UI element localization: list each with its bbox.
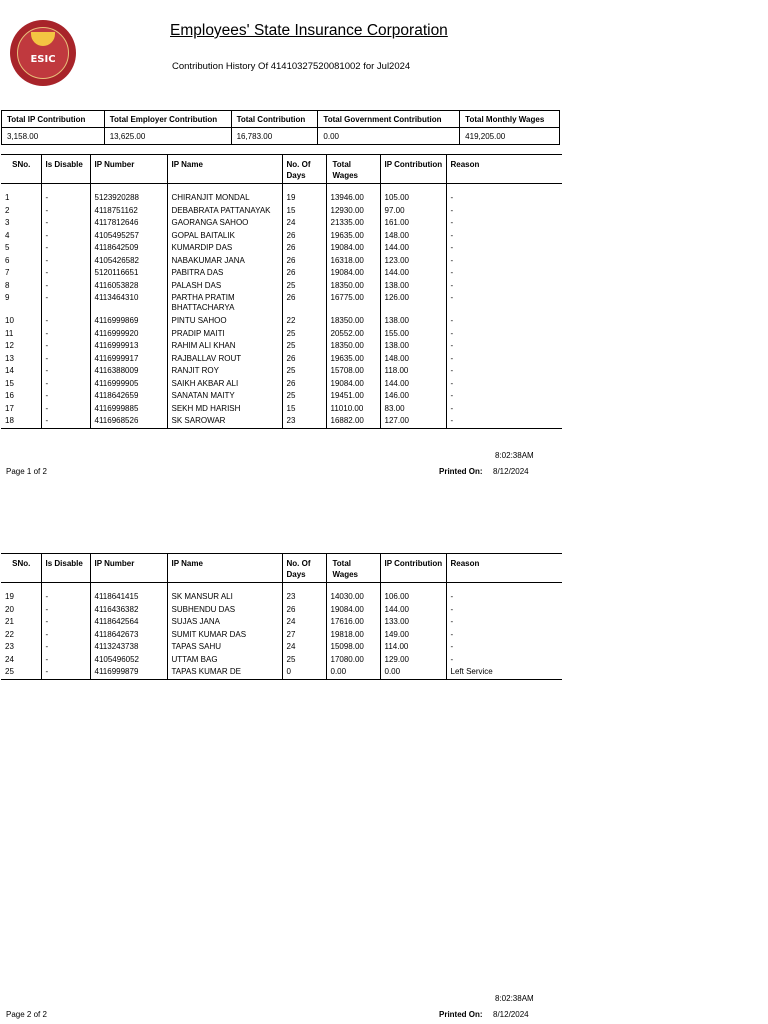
table-row bbox=[1, 315, 562, 328]
cell-days: 26 bbox=[282, 242, 326, 255]
cell-contrib: 149.00 bbox=[380, 629, 446, 642]
cell-dis: - bbox=[41, 591, 90, 604]
cell-ipn: 4105495257 bbox=[90, 230, 167, 243]
cell-name: SK MANSUR ALI bbox=[167, 591, 282, 604]
cell-reason: - bbox=[446, 230, 562, 243]
cell-dis: - bbox=[41, 340, 90, 353]
spacer-cell bbox=[446, 583, 562, 592]
cell-name: GOPAL BAITALIK bbox=[167, 230, 282, 243]
cell-days: 24 bbox=[282, 217, 326, 230]
cell-dis: - bbox=[41, 292, 90, 315]
cell-dis: - bbox=[41, 604, 90, 617]
cell-wages: 19635.00 bbox=[326, 230, 380, 243]
cell-reason: - bbox=[446, 378, 562, 391]
cell-ipn: 5120116651 bbox=[90, 267, 167, 280]
cell-name: SK SAROWAR bbox=[167, 415, 282, 428]
cell-reason: - bbox=[446, 654, 562, 667]
cell-wages: 17616.00 bbox=[326, 616, 380, 629]
column-header: SNo. bbox=[1, 554, 41, 583]
cell-days: 22 bbox=[282, 315, 326, 328]
cell-reason: - bbox=[446, 616, 562, 629]
cell-contrib: 144.00 bbox=[380, 378, 446, 391]
cell-days: 25 bbox=[282, 340, 326, 353]
cell-sno: 20 bbox=[5, 604, 14, 614]
cell-sno: 22 bbox=[5, 629, 14, 639]
cell-wages: 19084.00 bbox=[326, 242, 380, 255]
cell-sno: 1 bbox=[5, 193, 10, 202]
summary-value: 0.00 bbox=[318, 128, 460, 145]
cell-contrib: 0.00 bbox=[380, 666, 446, 679]
cell-dis: - bbox=[41, 192, 90, 205]
cell-dis: - bbox=[41, 353, 90, 366]
cell-dis: - bbox=[41, 230, 90, 243]
cell-reason: - bbox=[446, 242, 562, 255]
cell-wages: 0.00 bbox=[326, 666, 380, 679]
table-header-row bbox=[1, 554, 562, 583]
cell-ipn: 4116999917 bbox=[90, 353, 167, 366]
page-label-2: Page 2 of 2 bbox=[6, 1010, 47, 1019]
column-header: IP Contribution bbox=[380, 155, 446, 184]
table-row bbox=[1, 292, 562, 315]
cell-reason: Left Service bbox=[446, 666, 562, 679]
column-header: IP Contribution bbox=[380, 554, 446, 583]
cell-sno: 7 bbox=[5, 268, 10, 277]
cell-dis: - bbox=[41, 403, 90, 416]
cell-dis: - bbox=[41, 654, 90, 667]
cell-dis: - bbox=[41, 365, 90, 378]
cell-ipn: 4116999913 bbox=[90, 340, 167, 353]
cell-name: PRADIP MAITI bbox=[167, 328, 282, 341]
summary-value: 13,625.00 bbox=[104, 128, 231, 145]
table-row bbox=[1, 328, 562, 341]
table-header-row bbox=[1, 155, 562, 184]
cell-days: 25 bbox=[282, 390, 326, 403]
cell-sno: 13 bbox=[5, 353, 14, 363]
column-header: IP Number bbox=[90, 155, 167, 184]
cell-wages: 14030.00 bbox=[326, 591, 380, 604]
cell-dis: - bbox=[41, 255, 90, 268]
summary-header: Total Contribution bbox=[231, 111, 318, 128]
cell-ipn: 4118642509 bbox=[90, 242, 167, 255]
table-row bbox=[1, 365, 562, 378]
cell-ipn: 4118751162 bbox=[90, 205, 167, 218]
cell-days: 15 bbox=[282, 205, 326, 218]
printed-on-label-2: Printed On: bbox=[439, 1010, 483, 1019]
cell-dis: - bbox=[41, 328, 90, 341]
cell-name: RAHIM ALI KHAN bbox=[167, 340, 282, 353]
cell-ipn: 4113464310 bbox=[90, 292, 167, 315]
table-row bbox=[1, 390, 562, 403]
cell-reason: - bbox=[446, 629, 562, 642]
cell-sno: 15 bbox=[5, 378, 14, 388]
table-row bbox=[1, 267, 562, 280]
cell-days: 26 bbox=[282, 604, 326, 617]
spacer-cell bbox=[90, 184, 167, 193]
cell-contrib: 144.00 bbox=[380, 604, 446, 617]
spacer-cell bbox=[167, 184, 282, 193]
cell-days: 27 bbox=[282, 629, 326, 642]
table-body bbox=[1, 583, 562, 680]
cell-name: PINTU SAHOO bbox=[167, 315, 282, 328]
cell-name: GAORANGA SAHOO bbox=[167, 217, 282, 230]
cell-ipn: 4117812646 bbox=[90, 217, 167, 230]
cell-contrib: 161.00 bbox=[380, 217, 446, 230]
cell-ipn: 4118642673 bbox=[90, 629, 167, 642]
cell-ipn: 4105426582 bbox=[90, 255, 167, 268]
column-header: IP Name bbox=[167, 554, 282, 583]
cell-contrib: 83.00 bbox=[380, 403, 446, 416]
cell-contrib: 138.00 bbox=[380, 280, 446, 293]
cell-reason: - bbox=[446, 280, 562, 293]
cell-dis: - bbox=[41, 415, 90, 428]
cell-days: 26 bbox=[282, 292, 326, 315]
table-row bbox=[1, 353, 562, 366]
cell-name: SEKH MD HARISH bbox=[167, 403, 282, 416]
cell-dis: - bbox=[41, 242, 90, 255]
column-header: Reason bbox=[446, 554, 562, 583]
cell-days: 26 bbox=[282, 230, 326, 243]
cell-contrib: 138.00 bbox=[380, 340, 446, 353]
cell-dis: - bbox=[41, 205, 90, 218]
cell-contrib: 146.00 bbox=[380, 390, 446, 403]
column-header: Total Wages bbox=[326, 554, 380, 583]
cell-name: TAPAS KUMAR DE bbox=[167, 666, 282, 679]
table-row bbox=[1, 403, 562, 416]
cell-name: PALASH DAS bbox=[167, 280, 282, 293]
cell-sno: 18 bbox=[1, 415, 41, 428]
table-row bbox=[1, 641, 562, 654]
table-row bbox=[1, 280, 562, 293]
cell-sno: 6 bbox=[5, 255, 10, 265]
column-header: SNo. bbox=[1, 155, 41, 184]
cell-contrib: 114.00 bbox=[380, 641, 446, 654]
cell-wages: 13946.00 bbox=[326, 192, 380, 205]
cell-sno: 17 bbox=[5, 403, 14, 413]
cell-days: 19 bbox=[282, 192, 326, 205]
contribution-table-page2 bbox=[1, 553, 562, 680]
summary-header: Total Government Contribution bbox=[318, 111, 460, 128]
cell-name: SAIKH AKBAR ALI bbox=[167, 378, 282, 391]
cell-reason: - bbox=[446, 328, 562, 341]
cell-ipn: 4116999869 bbox=[90, 315, 167, 328]
spacer-cell bbox=[41, 184, 90, 193]
cell-dis: - bbox=[41, 378, 90, 391]
cell-days: 26 bbox=[282, 378, 326, 391]
cell-sno: 24 bbox=[5, 654, 14, 664]
cell-wages: 19084.00 bbox=[326, 378, 380, 391]
cell-sno: 8 bbox=[5, 280, 10, 290]
cell-ipn: 4118642564 bbox=[90, 616, 167, 629]
table-row bbox=[1, 205, 562, 218]
cell-ipn: 4116388009 bbox=[90, 365, 167, 378]
cell-reason: - bbox=[446, 591, 562, 604]
table-row bbox=[1, 378, 562, 391]
cell-reason: - bbox=[446, 315, 562, 328]
org-title: Employees' State Insurance Corporation bbox=[170, 22, 448, 39]
cell-name: PABITRA DAS bbox=[167, 267, 282, 280]
cell-reason: - bbox=[446, 267, 562, 280]
cell-wages: 16775.00 bbox=[326, 292, 380, 315]
column-header: Is Disable bbox=[41, 554, 90, 583]
spacer-cell bbox=[380, 583, 446, 592]
summary-header-row bbox=[2, 111, 560, 128]
cell-name: DEBABRATA PATTANAYAK bbox=[167, 205, 282, 218]
cell-wages: 15708.00 bbox=[326, 365, 380, 378]
cell-sno: 5 bbox=[5, 243, 10, 252]
spacer-cell bbox=[167, 583, 282, 592]
cell-ipn: 4116968526 bbox=[90, 415, 167, 428]
cell-contrib: 138.00 bbox=[380, 315, 446, 328]
summary-header: Total IP Contribution bbox=[2, 111, 105, 128]
table-row bbox=[1, 242, 562, 255]
column-header: No. Of Days bbox=[282, 554, 326, 583]
cell-wages: 12930.00 bbox=[326, 205, 380, 218]
cell-name: TAPAS SAHU bbox=[167, 641, 282, 654]
cell-reason: - bbox=[446, 205, 562, 218]
cell-contrib: 148.00 bbox=[380, 353, 446, 366]
column-header: Is Disable bbox=[41, 155, 90, 184]
spacer-cell bbox=[446, 184, 562, 193]
table-row bbox=[1, 230, 562, 243]
cell-contrib: 118.00 bbox=[380, 365, 446, 378]
spacer-cell bbox=[326, 184, 380, 193]
cell-wages: 18350.00 bbox=[326, 340, 380, 353]
cell-sno: 2 bbox=[5, 205, 10, 215]
cell-days: 24 bbox=[282, 616, 326, 629]
summary-value-row bbox=[2, 128, 560, 145]
table-row bbox=[1, 604, 562, 617]
cell-reason: - bbox=[446, 641, 562, 654]
cell-wages: 18350.00 bbox=[326, 280, 380, 293]
cell-sno: 4 bbox=[5, 230, 10, 240]
cell-ipn: 4116999885 bbox=[90, 403, 167, 416]
cell-reason: - bbox=[446, 217, 562, 230]
cell-name: RAJBALLAV ROUT bbox=[167, 353, 282, 366]
spacer-cell bbox=[282, 184, 326, 193]
cell-ipn: 4116999879 bbox=[90, 666, 167, 679]
cell-days: 23 bbox=[282, 415, 326, 428]
cell-wages: 19818.00 bbox=[326, 629, 380, 642]
spacer-cell bbox=[326, 583, 380, 592]
cell-name: PARTHA PRATIM BHATTACHARYA bbox=[167, 292, 282, 315]
table-body bbox=[1, 184, 562, 429]
printed-on-date-1: 8/12/2024 bbox=[493, 467, 529, 476]
cell-ipn: 4116436382 bbox=[90, 604, 167, 617]
cell-contrib: 129.00 bbox=[380, 654, 446, 667]
cell-reason: - bbox=[446, 192, 562, 205]
cell-wages: 21335.00 bbox=[326, 217, 380, 230]
cell-sno: 25 bbox=[1, 666, 41, 679]
cell-dis: - bbox=[41, 267, 90, 280]
cell-wages: 16882.00 bbox=[326, 415, 380, 428]
cell-ipn: 5123920288 bbox=[90, 192, 167, 205]
cell-name: SUBHENDU DAS bbox=[167, 604, 282, 617]
cell-reason: - bbox=[446, 403, 562, 416]
cell-dis: - bbox=[41, 217, 90, 230]
cell-contrib: 123.00 bbox=[380, 255, 446, 268]
cell-dis: - bbox=[41, 616, 90, 629]
cell-name: SUMIT KUMAR DAS bbox=[167, 629, 282, 642]
cell-days: 24 bbox=[282, 641, 326, 654]
table-row bbox=[1, 616, 562, 629]
spacer-cell bbox=[1, 184, 41, 193]
table-row bbox=[1, 666, 562, 679]
cell-name: SANATAN MAITY bbox=[167, 390, 282, 403]
cell-ipn: 4105496052 bbox=[90, 654, 167, 667]
cell-days: 25 bbox=[282, 654, 326, 667]
table-row bbox=[1, 629, 562, 642]
cell-days: 15 bbox=[282, 403, 326, 416]
spacer-row bbox=[1, 184, 562, 193]
cell-name: RANJIT ROY bbox=[167, 365, 282, 378]
summary-header: Total Employer Contribution bbox=[104, 111, 231, 128]
cell-days: 26 bbox=[282, 353, 326, 366]
cell-reason: - bbox=[446, 604, 562, 617]
cell-sno: 10 bbox=[5, 316, 14, 325]
cell-name: CHIRANJIT MONDAL bbox=[167, 192, 282, 205]
cell-sno: 21 bbox=[5, 617, 14, 626]
cell-ipn: 4118641415 bbox=[90, 591, 167, 604]
cell-reason: - bbox=[446, 353, 562, 366]
cell-wages: 19635.00 bbox=[326, 353, 380, 366]
summary-value: 16,783.00 bbox=[231, 128, 318, 145]
cell-contrib: 155.00 bbox=[380, 328, 446, 341]
cell-reason: - bbox=[446, 415, 562, 428]
cell-name: UTTAM BAG bbox=[167, 654, 282, 667]
cell-reason: - bbox=[446, 292, 562, 315]
cell-sno: 14 bbox=[5, 366, 14, 375]
spacer-row bbox=[1, 583, 562, 592]
cell-ipn: 4113243738 bbox=[90, 641, 167, 654]
cell-wages: 15098.00 bbox=[326, 641, 380, 654]
cell-reason: - bbox=[446, 340, 562, 353]
column-header: IP Name bbox=[167, 155, 282, 184]
table-row bbox=[1, 217, 562, 230]
print-time-2: 8:02:38AM bbox=[495, 994, 534, 1003]
logo-text: ESIC bbox=[30, 54, 56, 65]
cell-sno: 9 bbox=[5, 293, 10, 302]
cell-sno: 19 bbox=[5, 592, 14, 601]
printed-on-label-1: Printed On: bbox=[439, 467, 483, 476]
table-row bbox=[1, 255, 562, 268]
table-row bbox=[1, 340, 562, 353]
cell-contrib: 126.00 bbox=[380, 292, 446, 315]
cell-name: SUJAS JANA bbox=[167, 616, 282, 629]
column-header: Total Wages bbox=[326, 155, 380, 184]
spacer-cell bbox=[1, 583, 41, 592]
cell-wages: 18350.00 bbox=[326, 315, 380, 328]
spacer-cell bbox=[380, 184, 446, 193]
summary-table bbox=[1, 110, 560, 145]
cell-wages: 11010.00 bbox=[326, 403, 380, 416]
cell-contrib: 127.00 bbox=[380, 415, 446, 428]
cell-wages: 17080.00 bbox=[326, 654, 380, 667]
summary-header: Total Monthly Wages bbox=[460, 111, 560, 128]
table-row bbox=[1, 415, 562, 428]
cell-sno: 12 bbox=[5, 341, 14, 350]
cell-sno: 23 bbox=[5, 642, 14, 651]
page-label-1: Page 1 of 2 bbox=[6, 467, 47, 476]
cell-dis: - bbox=[41, 315, 90, 328]
cell-sno: 11 bbox=[5, 328, 14, 338]
cell-contrib: 106.00 bbox=[380, 591, 446, 604]
cell-reason: - bbox=[446, 255, 562, 268]
cell-ipn: 4116053828 bbox=[90, 280, 167, 293]
cell-days: 25 bbox=[282, 365, 326, 378]
report-subtitle: Contribution History Of 41410327520081002 for Jul2024 bbox=[172, 61, 411, 72]
summary-value: 419,205.00 bbox=[460, 128, 560, 145]
column-header: Reason bbox=[446, 155, 562, 184]
cell-dis: - bbox=[41, 629, 90, 642]
cell-wages: 19451.00 bbox=[326, 390, 380, 403]
cell-days: 0 bbox=[282, 666, 326, 679]
spacer-cell bbox=[282, 583, 326, 592]
cell-ipn: 4116999905 bbox=[90, 378, 167, 391]
cell-reason: - bbox=[446, 390, 562, 403]
summary-value: 3,158.00 bbox=[2, 128, 105, 145]
print-time-1: 8:02:38AM bbox=[495, 451, 534, 460]
esic-logo bbox=[10, 20, 76, 86]
table-row bbox=[1, 591, 562, 604]
cell-contrib: 144.00 bbox=[380, 267, 446, 280]
cell-sno: 3 bbox=[5, 218, 10, 227]
cell-wages: 16318.00 bbox=[326, 255, 380, 268]
cell-ipn: 4116999920 bbox=[90, 328, 167, 341]
cell-contrib: 97.00 bbox=[380, 205, 446, 218]
column-header: No. Of Days bbox=[282, 155, 326, 184]
cell-contrib: 148.00 bbox=[380, 230, 446, 243]
cell-ipn: 4118642659 bbox=[90, 390, 167, 403]
printed-on-date-2: 8/12/2024 bbox=[493, 1010, 529, 1019]
cell-dis: - bbox=[41, 390, 90, 403]
table-row bbox=[1, 654, 562, 667]
spacer-cell bbox=[90, 583, 167, 592]
cell-wages: 20552.00 bbox=[326, 328, 380, 341]
cell-dis: - bbox=[41, 641, 90, 654]
cell-days: 25 bbox=[282, 328, 326, 341]
cell-contrib: 144.00 bbox=[380, 242, 446, 255]
cell-days: 23 bbox=[282, 591, 326, 604]
cell-name: NABAKUMAR JANA bbox=[167, 255, 282, 268]
cell-sno: 16 bbox=[5, 391, 14, 400]
cell-name: KUMARDIP DAS bbox=[167, 242, 282, 255]
cell-wages: 19084.00 bbox=[326, 604, 380, 617]
cell-dis: - bbox=[41, 666, 90, 679]
cell-reason: - bbox=[446, 365, 562, 378]
cell-dis: - bbox=[41, 280, 90, 293]
cell-days: 26 bbox=[282, 267, 326, 280]
cell-contrib: 133.00 bbox=[380, 616, 446, 629]
table-row bbox=[1, 192, 562, 205]
contribution-table-page1 bbox=[1, 154, 562, 429]
spacer-cell bbox=[41, 583, 90, 592]
cell-contrib: 105.00 bbox=[380, 192, 446, 205]
column-header: IP Number bbox=[90, 554, 167, 583]
cell-days: 25 bbox=[282, 280, 326, 293]
cell-days: 26 bbox=[282, 255, 326, 268]
cell-wages: 19084.00 bbox=[326, 267, 380, 280]
